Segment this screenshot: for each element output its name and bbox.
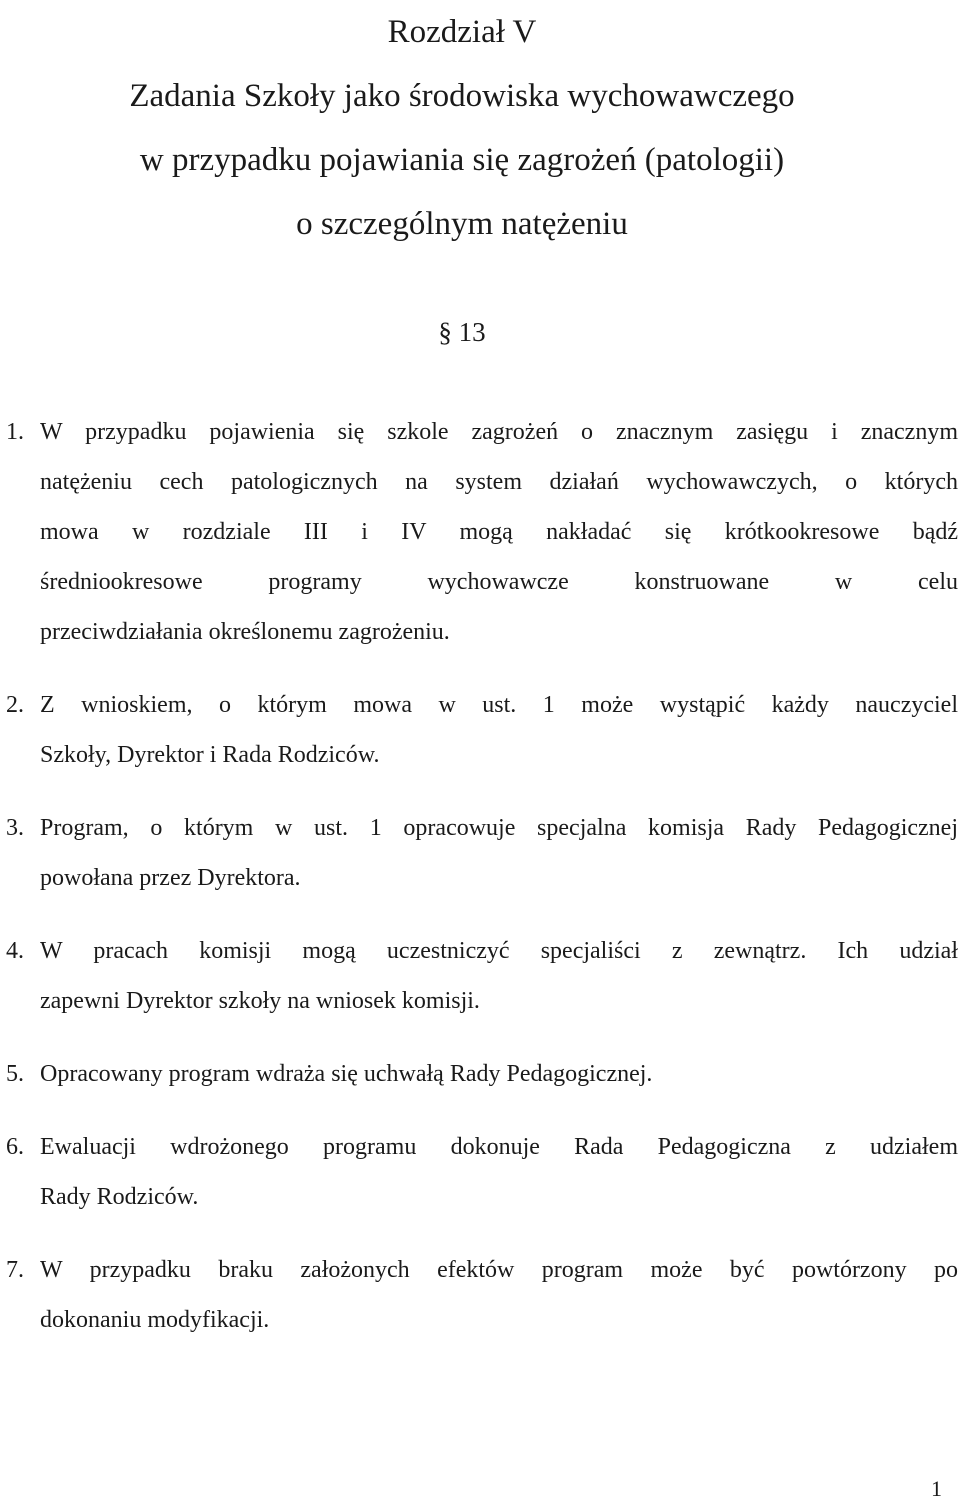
item-text-line: natężeniu cech patologicznych na system działań wychowawczych, o których — [40, 469, 958, 495]
list-item — [0, 803, 958, 903]
chapter-subtitle-line: w przypadku pojawiania się zagrożeń (patologii) — [139, 142, 785, 178]
item-number: 5. — [6, 1061, 24, 1087]
item-text-line: powołana przez Dyrektora. — [40, 865, 301, 891]
item-text-line: Rady Rodziców. — [40, 1184, 199, 1210]
item-text-line: dokonaniu modyfikacji. — [40, 1307, 270, 1333]
list-item — [0, 926, 958, 1026]
item-text-line: średniookresowe programy wychowawcze konstruowane w celu — [40, 569, 958, 595]
list-item — [0, 1049, 958, 1099]
item-text-line: W przypadku braku założonych efektów program może być powtórzony po — [40, 1257, 958, 1283]
item-text-line: W pracach komisji mogą uczestniczyć specjaliści z zewnątrz. Ich udział — [40, 938, 958, 964]
item-text-line: W przypadku pojawienia się szkole zagrożeń o znacznym zasięgu i znacznym — [40, 419, 958, 445]
item-text-line: Opracowany program wdraża się uchwałą Rady Pedagogicznej. — [40, 1061, 653, 1087]
item-number: 2. — [6, 692, 24, 718]
section-heading — [0, 300, 924, 364]
list-item — [0, 407, 958, 657]
chapter-subtitle-line: o szczególnym natężeniu — [296, 206, 628, 242]
list-item — [0, 1122, 958, 1222]
paragraph-list — [0, 407, 958, 1368]
list-item — [0, 680, 958, 780]
item-number: 7. — [6, 1257, 24, 1283]
chapter-title: Rozdział V — [387, 14, 537, 50]
item-text-line: Ewaluacji wdrożonego programu dokonuje Rada Pedagogiczna z udziałem — [40, 1134, 958, 1160]
chapter-heading — [0, 0, 924, 256]
section-symbol: § — [438, 317, 452, 347]
item-text-line: przeciwdziałania określonemu zagrożeniu. — [40, 619, 450, 645]
list-item — [0, 1245, 958, 1345]
item-text-line: Z wnioskiem, o którym mowa w ust. 1 może wystąpić każdy nauczyciel — [40, 692, 958, 718]
page-number: 1 — [931, 1476, 942, 1501]
item-number: 6. — [6, 1134, 24, 1160]
item-text-line: Szkoły, Dyrektor i Rada Rodziców. — [40, 742, 380, 768]
item-text-line: zapewni Dyrektor szkoły na wniosek komisji. — [40, 988, 480, 1014]
item-number: 3. — [6, 815, 24, 841]
item-number: 1. — [6, 419, 24, 445]
item-number: 4. — [6, 938, 24, 964]
section-number: 13 — [458, 317, 486, 347]
item-text-line: Program, o którym w ust. 1 opracowuje specjalna komisja Rady Pedagogicznej — [40, 815, 958, 841]
chapter-subtitle-line: Zadania Szkoły jako środowiska wychowawczego — [129, 78, 795, 114]
item-text-line: mowa w rozdziale III i IV mogą nakładać się krótkookresowe bądź — [40, 519, 958, 545]
